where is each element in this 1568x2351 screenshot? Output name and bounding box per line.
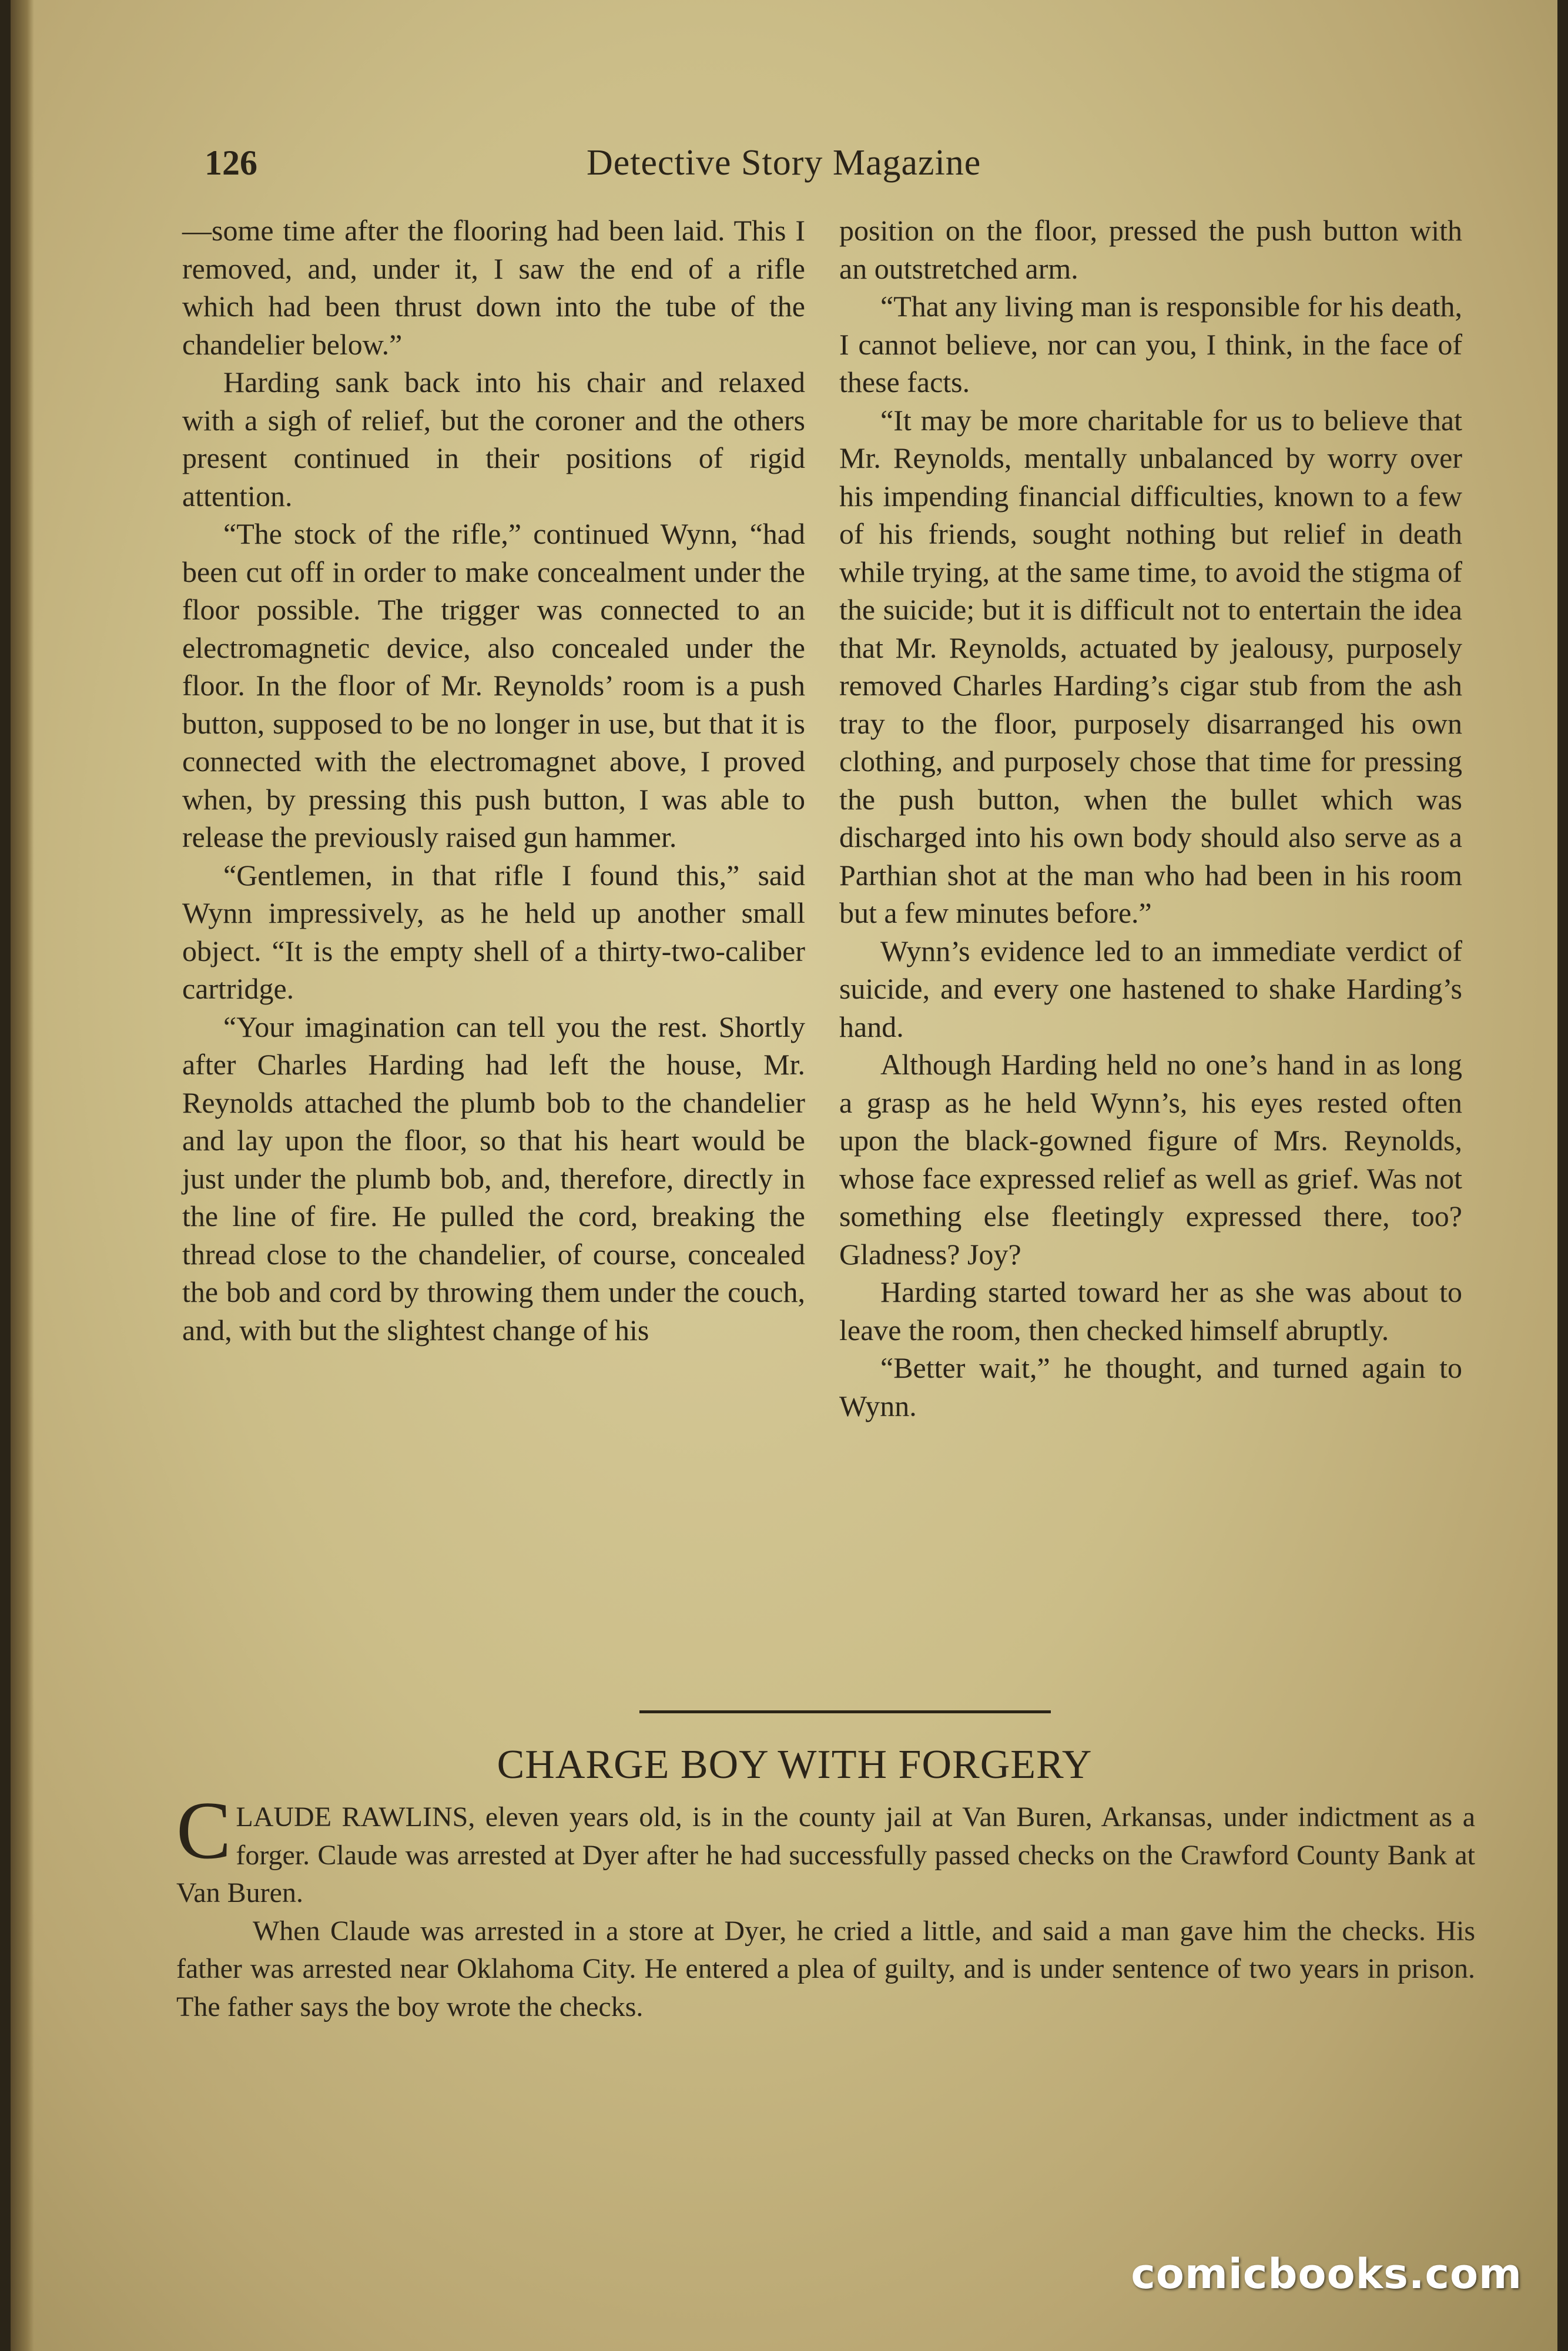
binding-edge [11, 0, 34, 2351]
paragraph: position on the floor, pressed the push button with an outstretched arm. [839, 214, 1462, 285]
paragraph: “It may be more charitable for us to believe that Mr. Reynolds, mentally unbalanced by worry over his impending financial difficulties, known to a few of his friends, sought nothing but relief in death while trying, at the same time, to avoid the stigma of the suicide; but it is difficult not to entertain the idea that Mr. Reynolds, actuated by jealousy, purposely removed Charles Harding’s cigar stub from the ash tray to the floor, purposely disarranged his own clothing, and purposely chose that time for pressing the push button, when the bullet which was discharged into his own body should also serve as a Parthian shot at the man who had been in his room but a few minutes before.” [839, 403, 1462, 929]
page-header [205, 136, 1468, 189]
paragraph: “The stock of the rifle,” continued Wynn, “had been cut off in order to make concealment under the floor possible. The trigger was connected to an electromagnetic device, also concealed under the floor. In the floor of Mr. Reynolds’ room is a push button, supposed to be no longer in use, but that it is connected with the electromagnet above, I proved when, by pressing this push button, I was able to release the previously raised gun hammer. [182, 517, 805, 853]
right-column [839, 212, 1462, 1425]
watermark: comicbooks.com [1131, 2250, 1522, 2298]
paragraph: Harding sank back into his chair and relaxed with a sigh of relief, but the coroner and the others present continued in their positions of rigid attention. [182, 366, 805, 513]
paragraph: Harding started toward her as she was about to leave the room, then checked himself abruptly. [839, 1275, 1462, 1347]
drop-cap: C [176, 1785, 232, 1876]
paragraph: “That any living man is responsible for his death, I cannot believe, nor can you, I think, in the face of these facts. [839, 290, 1462, 398]
left-column [182, 212, 805, 1349]
article-paragraph [176, 1785, 1475, 1913]
article-paragraph: When Claude was arrested in a store at Dyer, he cried a little, and said a man gave him the checks. His father was arrested near Oklahoma City. He entered a plea of guilty, and is under sentence of two years in prison. The father says the boy wrote the checks. [176, 1915, 1475, 2022]
paragraph: —some time after the flooring had been laid. This I removed, and, under it, I saw the end of a rifle which had been thrust down into the tube of the chandelier below.” [182, 214, 805, 361]
section-divider [639, 1710, 1051, 1713]
magazine-title: Detective Story Magazine [587, 143, 981, 183]
paragraph: “Better wait,” he thought, and turned again to Wynn. [839, 1351, 1462, 1422]
paragraph: Wynn’s evidence led to an immediate verdict of suicide, and every one hastened to shake Harding’s hand. [839, 934, 1462, 1043]
paragraph: Although Harding held no one’s hand in as long a grasp as he held Wynn’s, his eyes rested often upon the black-gowned figure of Mrs. Reynolds, whose face expressed relief as well as grief. Was not something else fleetingly expressed there, too? Gladness? Joy? [839, 1048, 1462, 1271]
magazine-page [11, 0, 1557, 2351]
page-number: 126 [205, 143, 257, 182]
news-article [176, 1785, 1475, 2026]
paragraph: “Your imagination can tell you the rest. Shortly after Charles Harding had left the house, Mr. Reynolds attached the plumb bob to the chandelier and lay upon the floor, so that his heart would be just under the plumb bob, and, therefore, directly in the line of fire. He pulled the cord, breaking the thread close to the chandelier, of course, concealed the bob and cord by throwing them under the couch, and, with but the slightest change of his [182, 1010, 805, 1347]
paragraph: “Gentlemen, in that rifle I found this,” said Wynn impressively, as he held up another small object. “It is the empty shell of a thirty-two-caliber cartridge. [182, 858, 805, 1005]
article-title: CHARGE BOY WITH FORGERY [497, 1742, 1093, 1787]
article-paragraph-text: LAUDE RAWLINS, eleven years old, is in the county jail at Van Buren, Arkansas, under indictment as a forger. Claude was arrested at Dyer after he had successfully passed checks on the Crawford County Bank at Van Buren. [176, 1801, 1475, 1908]
